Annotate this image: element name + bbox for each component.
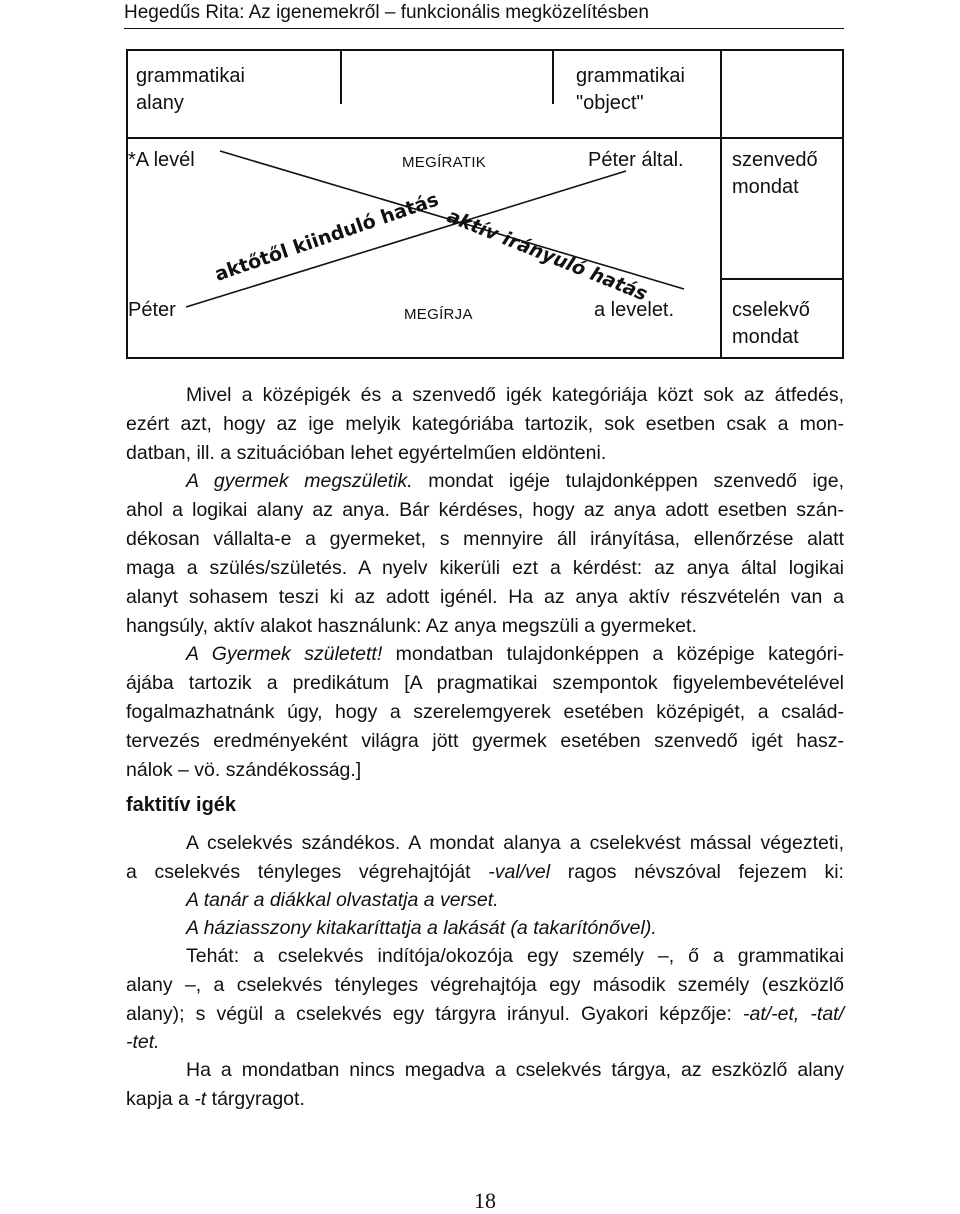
text-line: ezért azt, hogy az ige melyik kategóriába tartozik, sok esetben csak a mon-: [126, 413, 844, 435]
text-line: Tehát: a cselekvés indítója/okozója egy személy –, ő a grammatikai: [186, 945, 844, 967]
text-span: kapja a: [126, 1088, 195, 1110]
text-line: datban, ill. a szituációban lehet egyértelműen eldönteni.: [126, 442, 607, 464]
row1-subject: *A levél: [128, 149, 195, 171]
suffix: -tet.: [126, 1031, 160, 1053]
col1-header: grammatikai alany: [136, 65, 245, 114]
text-line: ájába tartozik a predikátum [A pragmatikai szempontok figyelembevételével: [126, 672, 844, 694]
running-header: Hegedűs Rita: Az igenemekről – funkcionális megközelítésben: [124, 2, 649, 23]
text-line: [186, 889, 844, 912]
text-line: ahol a logikai alany az anya. Bár kérdéses, hogy az anya adott esetben szán-: [126, 499, 844, 521]
text-span: ragos névszóval fejezem ki:: [550, 861, 844, 883]
text-span: alany); s végül a cselekvés egy tárgyra irányul. Gyakori képzője:: [126, 1003, 743, 1025]
row1-object: Péter által.: [588, 149, 684, 171]
text-line: fogalmazhatnánk úgy, hogy a szerelemgyerek esetében középigét, a család-: [126, 701, 844, 723]
text-line: hangsúly, aktív alakot használunk: Az anya megszüli a gyermeket.: [126, 615, 697, 637]
text-line: tervezés eredményeként világra jött gyermek esetében szenvedő igét hasz-: [126, 730, 844, 752]
arrow-right-label: aktív irányuló hatás: [443, 205, 651, 306]
text-line: alany –, a cselekvés tényleges végrehajtója egy második személy (eszközlő: [126, 974, 844, 996]
row2-verb: MEGÍRJA: [404, 306, 473, 323]
row2-label: cselekvő mondat: [732, 299, 810, 348]
example-sentence: A gyermek megszületik.: [186, 470, 413, 492]
page-number: 18: [474, 1188, 496, 1213]
suffix: -t: [194, 1088, 207, 1110]
example-sentence: A háziasszony kitakaríttatja a lakását (a takarítónővel).: [186, 917, 657, 939]
row2-subject: Péter: [128, 299, 176, 321]
text-span: tárgyragot.: [206, 1088, 305, 1110]
text-line: [126, 861, 844, 884]
text-line: [126, 1088, 844, 1111]
text-line: Mivel a középigék és a szenvedő igék kategóriája közt sok az átfedés,: [186, 384, 844, 406]
text-span: mondat igéje tulajdonképpen szenvedő ige,: [412, 470, 844, 492]
col3-header: grammatikai "object": [576, 65, 685, 114]
crossing-arrows: [128, 51, 844, 357]
suffix: -at/-et, -tat/: [742, 1003, 845, 1025]
text-line: [126, 1031, 844, 1054]
text-line: A cselekvés szándékos. A mondat alanya a cselekvést mással végezteti,: [186, 832, 844, 854]
text-line: [186, 643, 844, 666]
header-rule: [124, 28, 844, 29]
suffix: -val/vel: [488, 861, 551, 883]
text-span: a cselekvés tényleges végrehajtóját: [126, 861, 489, 883]
row1-label: szenvedő mondat: [732, 149, 818, 198]
text-line: [186, 470, 844, 493]
text-line: alanyt sohasem teszi ki az adott igénél. Ha az anya aktív részvételén van a: [126, 586, 844, 608]
text-span: mondatban tulajdonképpen a középige kategóri-: [382, 643, 844, 665]
text-line: Ha a mondatban nincs megadva a cselekvés tárgya, az eszközlő alany: [186, 1059, 844, 1081]
example-sentence: A Gyermek született!: [186, 643, 383, 665]
row2-object: a levelet.: [594, 299, 675, 321]
text-line: maga a szülés/születés. A nyelv kikerüli ezt a kérdést: az anya által logikai: [126, 557, 844, 579]
example-sentence: A tanár a diákkal olvastatja a verset.: [186, 889, 499, 911]
arrow-left-label: aktőtől kiinduló hatás: [212, 188, 442, 286]
row1-verb: MEGÍRATIK: [402, 154, 487, 171]
section-heading: faktitív igék: [126, 794, 237, 816]
arrow-line-up: [186, 171, 626, 307]
text-line: [186, 917, 844, 940]
text-line: nálok – vö. szándékosság.]: [126, 759, 362, 781]
text-line: [126, 1003, 844, 1026]
text-line: dékosan vállalta-e a gyermeket, s mennyire áll irányítása, ellenőrzése alatt: [126, 528, 844, 550]
diagram-table: [126, 49, 844, 359]
